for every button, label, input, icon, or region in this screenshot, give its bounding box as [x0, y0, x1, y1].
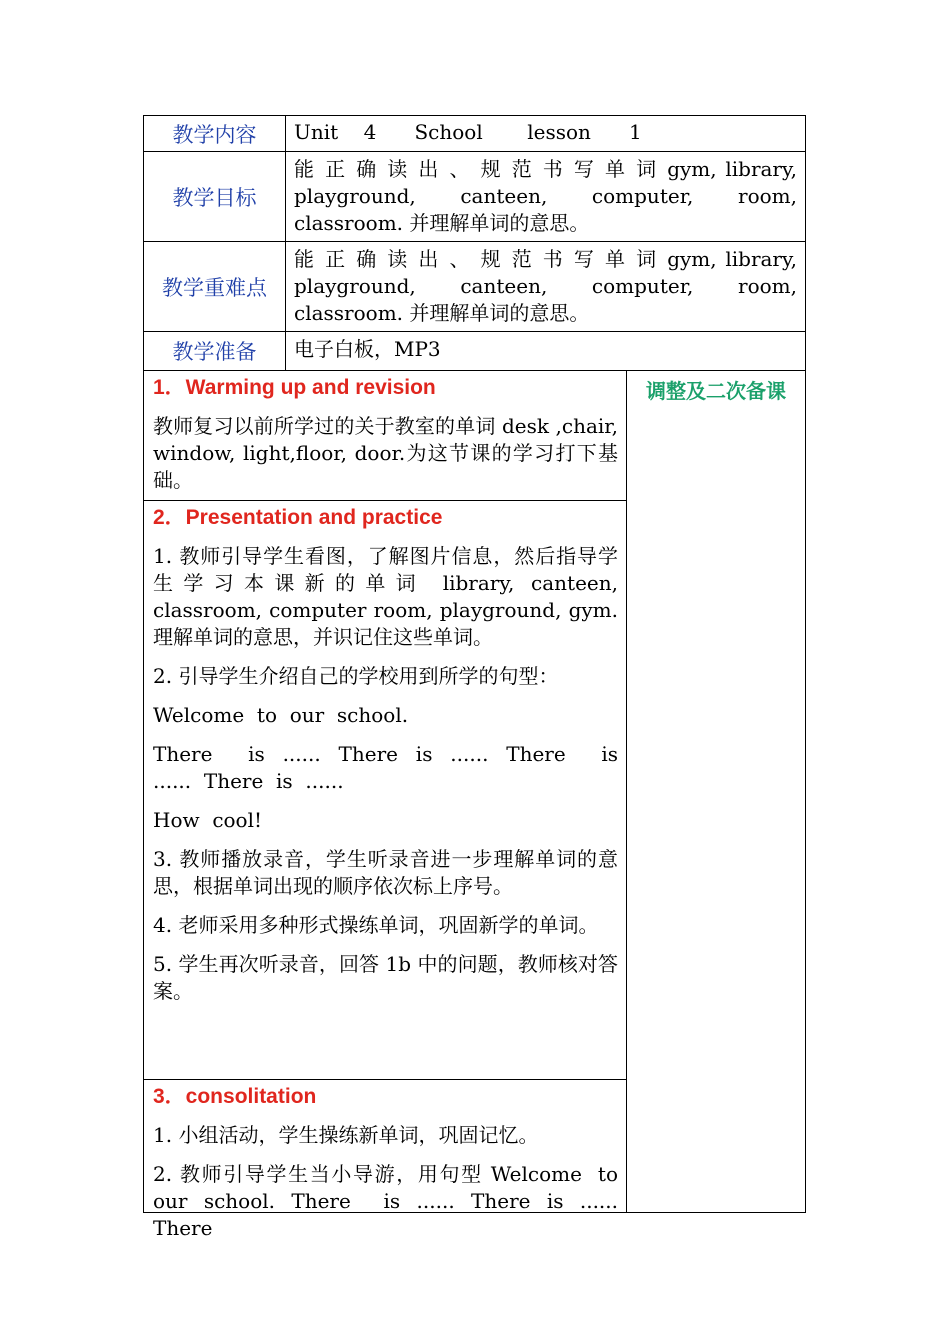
- row-label: 教学目标: [144, 152, 286, 241]
- row-preparation: [144, 332, 805, 371]
- row-value: Unit 4 School lesson 1: [294, 120, 642, 144]
- section-paragraph: How cool!: [153, 808, 263, 832]
- section-paragraph: 2. 引导学生介绍自己的学校用到所学的句型：: [153, 664, 559, 688]
- section-presentation: [144, 501, 631, 1079]
- row-label: 教学重难点: [144, 242, 286, 331]
- adjustment-column-title: 调整及二次备课: [646, 379, 786, 403]
- row-teaching-content: [144, 116, 805, 152]
- section-paragraph: 1. 教师引导学生看图，了解图片信息，然后指导学生学习本课新的单词 library, canteen, classroom, computer room, playground, gym. 理解单词的意思，并识记住这些单词。: [153, 544, 618, 649]
- section-paragraph: 教师复习以前所学过的关于教室的单词 desk ,chair, window, light,floor, door.为这节课的学习打下基础。: [153, 414, 618, 492]
- row-value: 电子白板，MP3: [294, 337, 441, 361]
- row-label: 教学内容: [144, 116, 286, 151]
- section-paragraph: Welcome to our school.: [153, 703, 409, 727]
- section-paragraph: 2. 教师引导学生当小导游，用句型 Welcome to our school. There is ...... There is ...... There: [153, 1162, 631, 1240]
- section-title: 1．Warming up and revision: [153, 376, 436, 399]
- section-paragraph: 1. 小组活动，学生操练新单词，巩固记忆。: [153, 1123, 539, 1147]
- row-key-points: [144, 242, 805, 332]
- row-value: 能 正 确 读 出 、 规 范 书 写 单 词 gym, library, playground, canteen, computer, room, classroom. 并理解单词的意思。: [294, 157, 797, 235]
- adjustment-column: [627, 371, 805, 1212]
- section-paragraph: There is ...... There is ...... There is ...... There is ......: [153, 742, 631, 793]
- row-label: 教学准备: [144, 332, 286, 370]
- section-warming-up: [144, 371, 626, 500]
- section-title: 3．consolitation: [153, 1085, 317, 1108]
- section-paragraph: 3. 教师播放录音，学生听录音进一步理解单词的意思，根据单词出现的顺序依次标上序号。: [153, 847, 618, 898]
- section-consolidation: [144, 1080, 631, 1240]
- lesson-plan-table: [143, 115, 806, 1240]
- teaching-process-column: [144, 371, 631, 1240]
- row-value: 能 正 确 读 出 、 规 范 书 写 单 词 gym, library, playground, canteen, computer, room, classroom. 并理解单词的意思。: [294, 247, 797, 325]
- row-teaching-goal: [144, 152, 805, 242]
- section-paragraph: 4. 老师采用多种形式操练单词，巩固新学的单词。: [153, 913, 599, 937]
- section-paragraph: 5. 学生再次听录音，回答 1b 中的问题，教师核对答案。: [153, 952, 618, 1003]
- section-title: 2．Presentation and practice: [153, 506, 443, 529]
